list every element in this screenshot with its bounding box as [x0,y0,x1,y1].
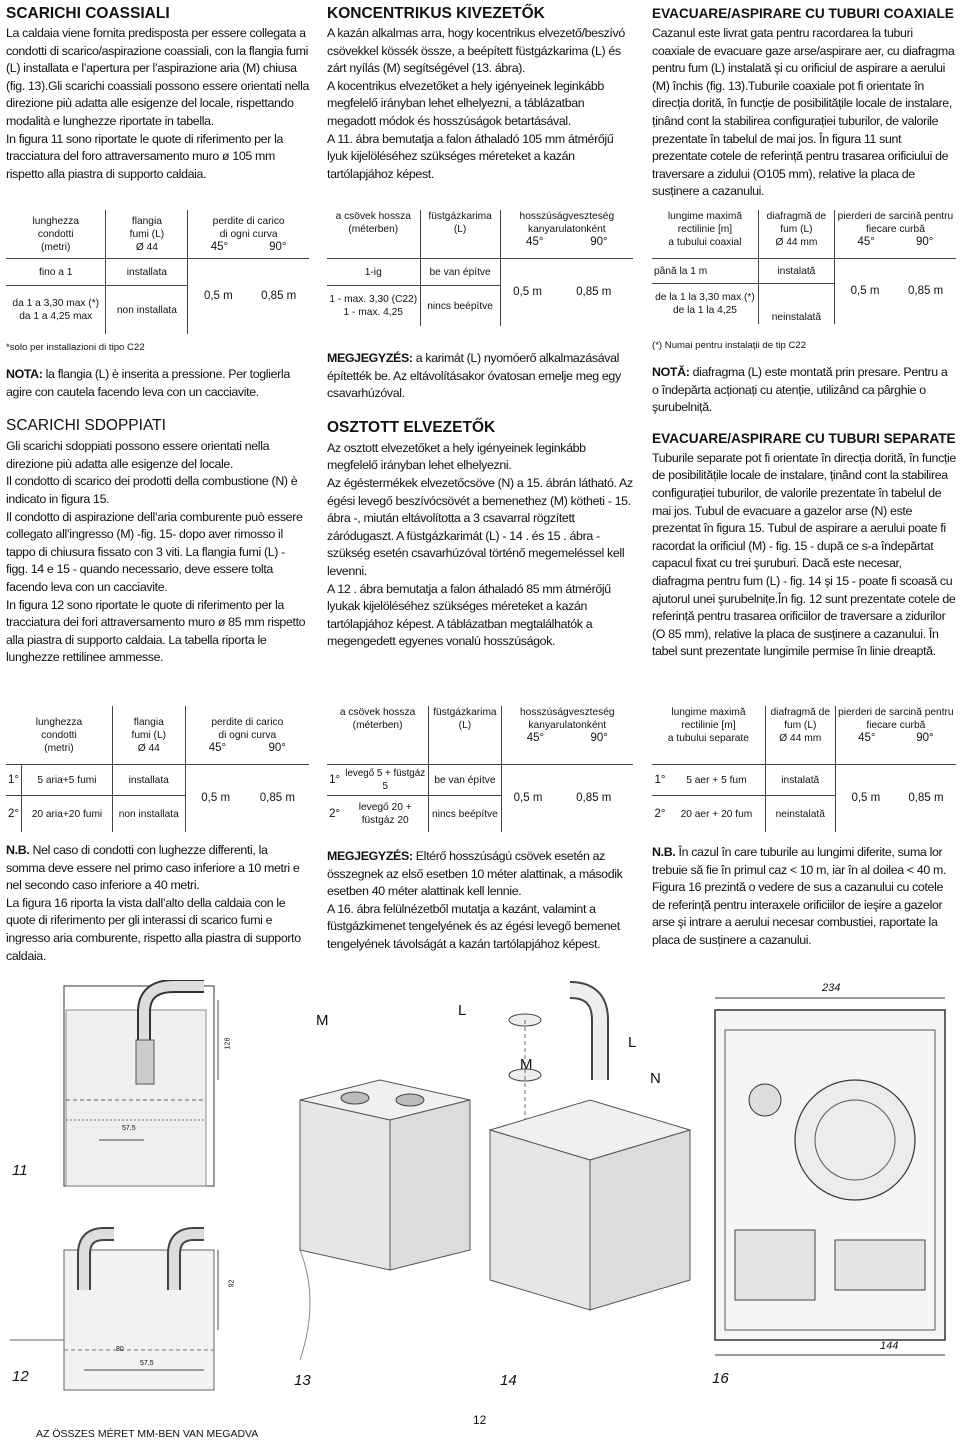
table-cell: 0,85 m [246,765,309,833]
table-header-cell: pierderi de sarcină pentru fiecare curbă 45° 90° [834,210,956,259]
note: N.B. Nel caso di condotti con lughezze differenti, la somma deve essere nel primo caso inferiore a 10 metri e nel secondo caso inferiore a 40 metri. [6,843,300,893]
table-cell: non installata [112,796,185,833]
table-cell: 2° [8,807,19,820]
paragraph: Az égéstermékek elvezetőcsöve (N) a 15. ábrán látható. Az égési levegő beszívócsövét a bemenethez (M) kötheti - 15. ábra -, miután eltávolította a 3 csavarral rögzített záródugaszt. A füstgázkarimát (L) - 14 . és 15 . ábra - szükség esetén csavarhúzóval történő megemeléssel kell levenni. [327,475,633,578]
table-header-cell: lunghezza condotti (metri) [32,215,79,253]
table-header-cell: füstgázkarima (L) [429,706,501,765]
paragraph: Figura 16 prezintă o vedere de sus a cazanului cu cotele de referință pentru interaxele orificiilor de ieşire a gazelor arse şi intrare a aerului necesar combustiei, raportate la placa de susținere a cazanului. [652,880,944,947]
page-number: 12 [473,1413,487,1427]
paragraph: Il condotto di scarico dei prodotti della combustione (N) è indicato in figura 15. [6,474,298,506]
table-cell: fino a 1 [6,259,106,286]
section-title-separate: SCARICHI SDOPPIATI [6,417,166,435]
section-title-separate: OSZTOTT ELVEZETŐK [327,418,496,436]
table-coaxial [652,210,956,324]
table-cell: levegő 20 + füstgáz 20 [358,802,412,826]
table-header-cell: lunghezza condotti (metri) [35,716,83,754]
table-header-cell: hosszúságveszteség kanyarulatonként 45° 90° [500,210,633,259]
paragraph: A kazán alkalmas arra, hogy kocentrikus elvezető/beszívó csövekkel kössék össze, a beépített füstgázkarima (L) és zárt nyílás (M) segítségével (13. ábra). [327,26,625,76]
table-coaxial [6,210,309,334]
column-hungarian [327,4,633,951]
table-cell: 0,5 m [501,765,554,833]
paragraph: Cazanul este livrat gata pentru racordarea la tuburi coaxiale de evacuare gaze arse/aspirare aer, cu diafragma pentru fum (L) instalată şi cu orificiul de aspirare a aerului (M) închis (fig. 13).Tuburile coaxiale pot fi orientate în direcția dorită, în funcție de posibilitățile locale de instalare, ținând cont la stabilirea configurației tuburilor, de valorile prezentate în tabelul de mai jos. În figura 11 sunt prezentate cotele de referință pentru trasarea orificiului de traversare a zidului (O105 mm), relative la placa de susținere a cazanului. [652,26,955,199]
table-header-cell: flangia fumi (L) Ø 44 [106,210,188,259]
figure-13-drawing [260,1020,480,1380]
footnote: *solo per installazioni di tipo C22 [6,342,145,353]
section-title-coaxial: EVACUARE/ASPIRARE CU TUBURI COAXIALE [652,6,954,21]
dimension-label: 234 [822,982,841,994]
table-separate [6,706,309,832]
callout-label-m: M [520,1056,533,1073]
paragraph: Az osztott elvezetőket a hely igényeinek leginkább megfelelő irányban lehet elhelyezni. [327,440,586,473]
figure-12-drawing [4,1220,244,1400]
note: N.B. În cazul în care tuburile au lungimi diferite, suma lor trebuie să fie în primul caz < 10 m, iar în al doilea < 40 m. [652,845,947,877]
table-cell: 0,5 m [500,259,554,327]
note: MEGJEGYZÉS: Eltérő hosszúságú csövek esetén az összegnek az első esetben 10 méter alattinak, a második esetben 40 méter alattinak kell lennie. [327,849,623,899]
table-cell: installata [106,259,188,286]
dimension-label: 144 [880,1340,899,1352]
table-header-cell: füstgázkarima (L) [420,210,500,259]
table-cell: 0,85 m [895,259,956,325]
table-header-cell: perdite di carico di ogni curva 45° 90° [188,210,309,259]
paragraph: Tuburile separate pot fi orientate în direcția dorită, în funcție de posibilitățile locale de instalare, ținând cont la stabilirea configurației tuburilor, de valorile prezentate în tabelul de mai jos. Tubul de evacuare a gazelor arse (N) este prezentat în figura 15. Tubul de aspirare a aerului poate fi racordat la orificiul (M) - fig. 15 - după ce s-a îndepărtat capacul fixat cu trei şuruburi. Dacă este necesar, diafragma pentru fum (L) - fig. 14 şi 15 - poate fi scoasă cu ajutorul unei şurubelnițe.În fig. 12 sunt prezentate cotele de referință pentru trasarea orificiilor de traversare a zidurilor (O 85 mm), relative la placa de susținere a cazanului. În tabel sunt prezentate lungimile permise în linie dreaptă. [652,450,956,659]
table-cell: 20 aria+20 fumi [22,796,113,833]
table-cell: 5 aria+5 fumi [22,765,113,796]
paragraph: A 11. ábra bemutatja a falon áthaladó 105 mm átmérőjű lyuk kijelöléséhez szükséges méreteket a kazán tartólapjához képest. [327,131,614,181]
table-cell: be van építve [420,259,500,286]
paragraph: La caldaia viene fornita predisposta per essere collegata a condotti di scarico/aspirazione coassiali, con la flangia fumi (L) installata e l’apertura per l’aspirazione aria (M) chiusa (fig. 13).Gli scarichi coassiali possono essere orientati nella direzione più adatta alle esigenze del locale, rispettando modalità e lunghezze riportate in tabella. [6,26,310,128]
table-cell: 2° [654,807,666,820]
table-cell: 0,5 m [185,765,246,833]
table-cell: 5 aer + 5 fum [668,765,765,796]
figure-14-drawing [480,980,710,1380]
footnote: (*) Numai pentru instalaţii de tip C22 [652,340,807,351]
dimension-label: 80 [116,1346,124,1353]
dimension-label: 128 [224,1037,232,1050]
callout-label-m: M [316,1012,329,1029]
table-coaxial [327,210,633,326]
table-cell: 2° [329,807,341,820]
table-cell: 1° [6,765,22,796]
table-header-cell: lungime maximă rectilinie [m] a tubului separate [667,707,749,744]
paragraph: A 12 . ábra bemutatja a falon áthaladó 85 mm átmérőjű lyukak kijelöléséhez szükséges méreteket a kazán tartólapjához képest. A táblázatban megtalálhatók a megengedett egyenes vonalú hosszúságok. [327,581,611,649]
dimension-label: 57,5 [140,1360,154,1367]
figure-16-label: 16 [712,1370,729,1387]
table-header-cell: perdite di carico di ogni curva 45° 90° [185,706,309,765]
table-header-cell: a csövek hossza (méterben) [335,211,411,235]
table-header-cell: pierderi de sarcină pentru fiecare curbă 45° 90° [835,706,956,765]
section-title-separate: EVACUARE/ASPIRARE CU TUBURI SEPARATE [652,430,956,446]
paragraph: La figura 16 riporta la vista dall’alto della caldaia con le quote di riferimento per gli interassi di scarico fumi e ingresso aria comburente, rispetto alla piastra di supporto caldaia. [6,895,301,963]
table-cell: levegő 5 + füstgáz 5 [342,765,428,796]
table-cell: nincs beépítve [429,796,501,833]
note: NOTĂ: diafragma (L) este montată prin presare. Pentru a o îndepărta acționați cu atenție, utilizând ca pârghie o şurubelniță. [652,365,948,415]
table-cell: nincs beépítve [420,286,500,327]
figures-area [0,980,960,1400]
table-separate [327,706,633,832]
table-cell: instalată [758,259,834,284]
table-header-cell: flangia fumi (L) Ø 44 [112,706,185,765]
column-italian [6,4,310,963]
paragraph: Il condotto di aspirazione dell’aria comburente può essere collegato all’ingresso (M) -fig. 15- dopo aver rimosso il tappo di chiusura fissato con 3 viti. La flangia fumi (L) - figg. 14 e 15 - quando necessario, deve essere tolta facendo leva con un cacciavite. [6,509,303,594]
table-cell: 0,5 m [835,765,896,833]
note: MEGJEGYZÉS: a karimát (L) nyomóerő alkalmazásával építették be. Az eltávolításakor óvatosan emelje meg egy csavarhúzóval. [327,351,621,401]
table-cell: 1° [652,765,668,796]
table-cell: 0,85 m [896,765,956,833]
table-cell: be van építve [429,765,501,796]
figure-12-label: 12 [12,1368,29,1385]
figure-11-drawing [4,980,234,1192]
dimension-label: 57,5 [122,1125,136,1132]
table-cell: 0,5 m [188,259,249,335]
table-cell: neinstalată [758,284,834,325]
note: NOTA: la flangia (L) è inserita a pressione. Per toglierla agire con cautela facendo leva con un cacciavite. [6,367,290,399]
paragraph: In figura 11 sono riportate le quote di riferimento per la tracciatura del foro attraversamento muro ø 105 mm rispetto alla piastra di supporto caldaia. [6,131,284,181]
table-header-cell: diafragmă de fum (L) Ø 44 mm [758,210,834,259]
dimension-label: 92 [228,1279,236,1288]
figure-11-label: 11 [12,1162,28,1179]
table-cell: 20 aer + 20 fum [680,808,753,820]
table-cell: da 1 a 3,30 max (*) da 1 a 4,25 max [12,298,100,322]
figure-13-label: 13 [294,1372,311,1389]
table-cell: 0,5 m [834,259,895,325]
table-separate [652,706,956,832]
paragraph: A 16. ábra felülnézetből mutatja a kazánt, valamint a füstgázkimenet tengelyének és az égési levegő bemenet tengelyének távolságát a kazán tartólapjához képest. [327,901,620,951]
section-title-coaxial: SCARICHI COASSIALI [6,5,170,22]
figure-16-drawing [705,980,955,1380]
table-cell: de la 1 la 3,30 max (*) de la 1 la 4,25 [655,292,755,316]
footer-note: AZ ÖSSZES MÉRET MM-BEN VAN MEGADVA [36,1428,259,1440]
table-header-cell: hosszúságveszteség kanyarulatonként 45° 90° [501,706,633,765]
section-title-coaxial: KONCENTRIKUS KIVEZETŐK [327,5,545,22]
paragraph: In figura 12 sono riportate le quote di riferimento per la tracciatura dei fori attraversamento muro ø 85 mm rispetto alla piastra di supporto caldaia. La tabella riporta le lunghezze rettilinee ammesse. [6,597,306,665]
figure-14-label: 14 [500,1372,517,1389]
table-cell: 1 - max. 3,30 (C22) 1 - max. 4,25 [329,294,418,318]
table-cell: installata [112,765,185,796]
paragraph: Gli scarichi sdoppiati possono essere orientati nella direzione più adatta alle esigenze del locale. [6,439,270,471]
table-cell: 0,85 m [554,259,633,327]
table-header-cell: lungime maximă rectilinie [m] a tubului coaxial [667,211,743,248]
table-cell: 0,85 m [554,765,633,833]
column-romanian [652,4,956,947]
table-header-cell: diafragmă de fum (L) Ø 44 mm [765,706,835,765]
callout-label-n: N [650,1070,661,1087]
table-cell: 1-ig [327,259,420,286]
table-cell: 0,85 m [248,259,309,335]
table-header-cell: a csövek hossza (méterben) [339,707,416,731]
table-cell: non installata [106,286,188,335]
callout-label-l: L [628,1034,637,1051]
table-cell: 1° [327,765,342,796]
callout-label-l: L [458,1002,467,1019]
table-cell: până la 1 m [652,259,758,284]
table-cell: instalată [765,765,835,796]
paragraph: A kocentrikus elvezetőket a hely igényeinek leginkább megfelelő irányban lehet elhelyezni, a táblázatban megadott módok és hosszúságok betartásával. [327,78,604,128]
table-cell: neinstalată [765,796,835,833]
